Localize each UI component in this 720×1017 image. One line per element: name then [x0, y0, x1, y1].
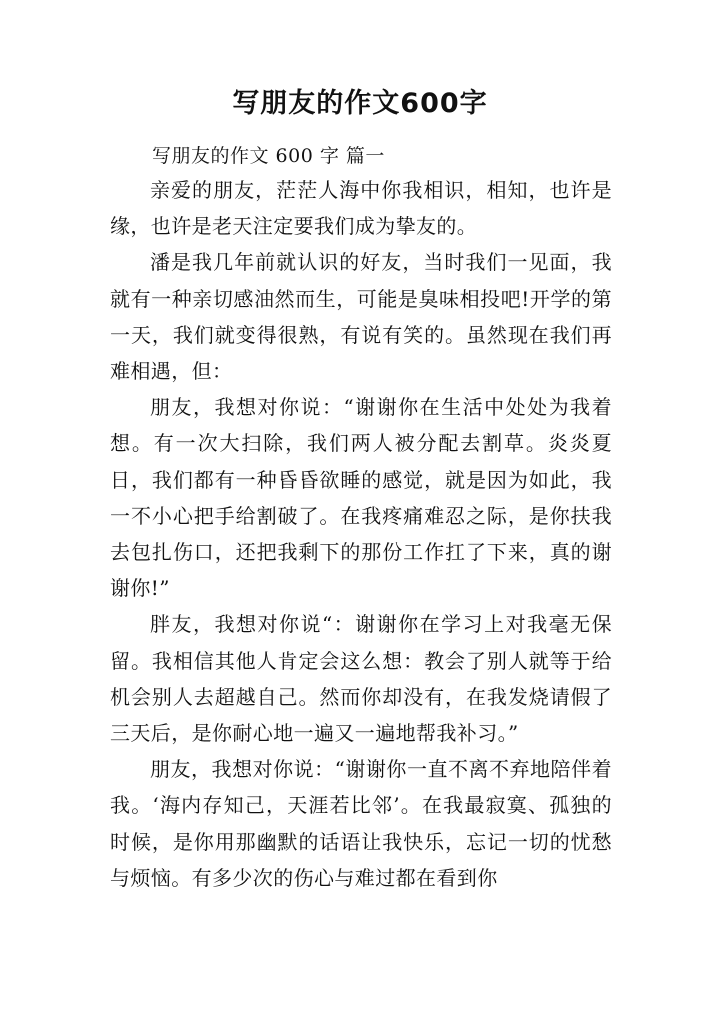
- paragraph: 潘是我几年前就认识的好友，当时我们一见面，我就有一种亲切感油然而生，可能是臭味相投吧!开学的第一天，我们就变得很熟，有说有笑的。虽然现在我们再难相遇，但：: [110, 250, 612, 384]
- document-title: 写朋友的作文600字: [232, 88, 488, 119]
- paragraph: 朋友，我想对你说：“谢谢你在生活中处处为我着想。有一次大扫除，我们两人被分配去割草。炎炎夏日，我们都有一种昏昏欲睡的感觉，就是因为如此，我一不小心把手给割破了。在我疼痛难忍之际，是你扶我去包扎伤口，还把我剩下的那份工作扛了下来，真的谢谢你!”: [110, 395, 612, 601]
- document-subtitle: 写朋友的作文 600 字 篇一: [152, 145, 385, 167]
- paragraph: 亲爱的朋友，茫茫人海中你我相识，相知，也许是缘，也许是老天注定要我们成为挚友的。: [110, 178, 612, 239]
- document-body: [110, 172, 612, 896]
- paragraph: 胖友，我想对你说“：谢谢你在学习上对我毫无保留。我相信其他人肯定会这么想：教会了别人就等于给机会别人去超越自己。然而你却没有，在我发烧请假了三天后，是你耐心地一遍又一遍地帮我补习。”: [110, 612, 612, 746]
- paragraph: 朋友，我想对你说：“谢谢你一直不离不弃地陪伴着我。‘海内存知己，天涯若比邻’。在我最寂寞、孤独的时候，是你用那幽默的话语让我快乐，忘记一切的忧愁与烦恼。有多少次的伤心与难过都在看到你: [110, 757, 612, 890]
